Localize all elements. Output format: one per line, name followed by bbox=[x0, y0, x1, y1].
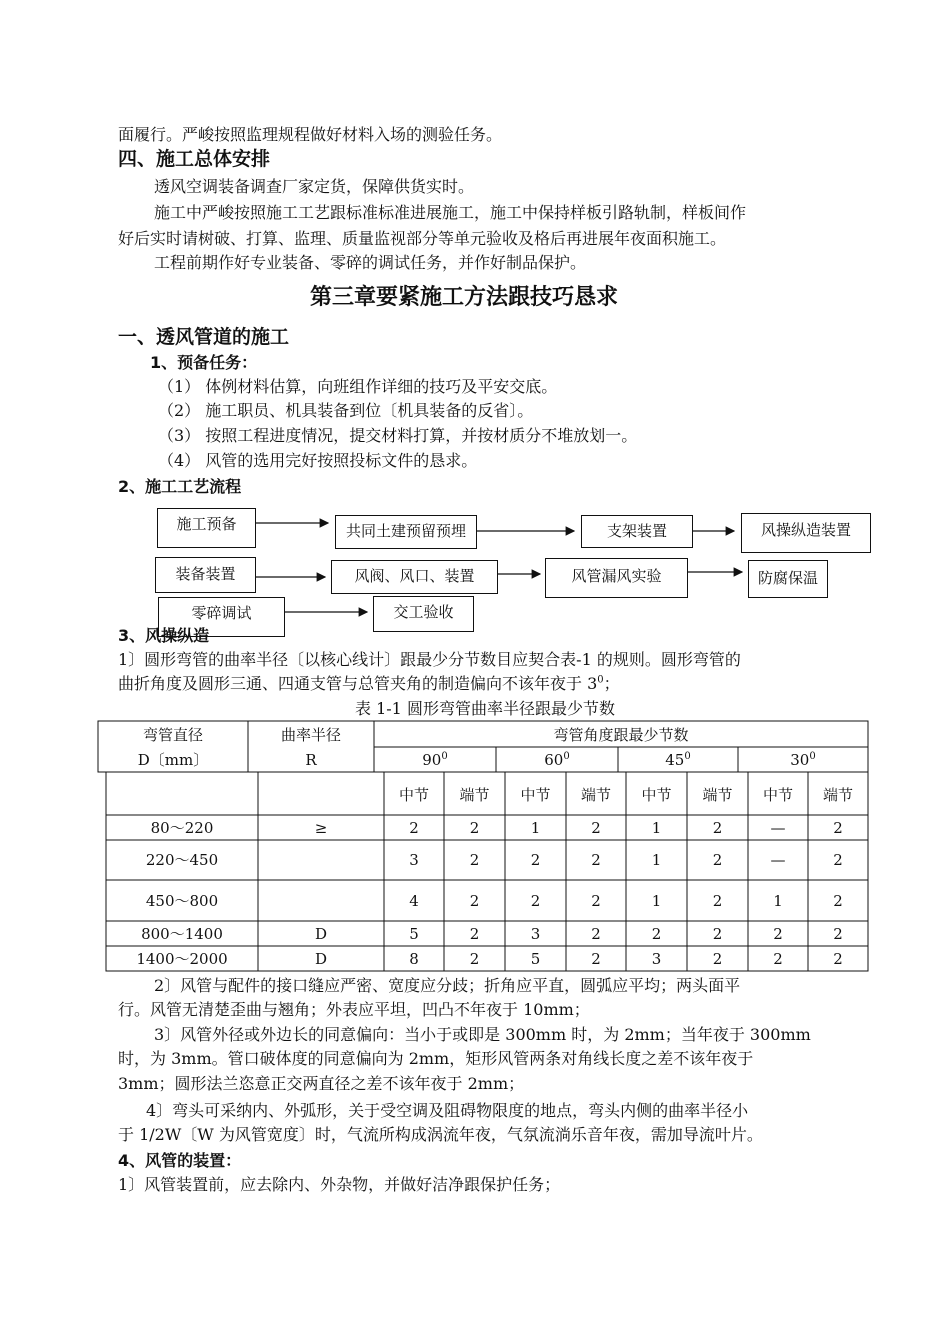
table-cell-count: 1 bbox=[530, 818, 541, 837]
section-4-p2a: 施工中严峻按照施工工艺跟标准标准进展施工，施工中保持样板引路轨制，样板间作 bbox=[154, 203, 747, 222]
section-4-title: 四、施工总体安排 bbox=[118, 148, 271, 170]
table-cell-radius: D bbox=[314, 949, 328, 968]
sub-1-item: （4） 风管的选用完好按照投标文件的恳求。 bbox=[158, 451, 478, 470]
table-cell-count: 5 bbox=[530, 949, 541, 968]
th-sub-mid: 中节 bbox=[520, 786, 551, 804]
table-cell-count: 2 bbox=[469, 851, 480, 869]
table-cell-count: 2 bbox=[712, 924, 723, 943]
section-4-p1: 透风空调装备调查厂家定货，保障供货实时。 bbox=[154, 177, 475, 196]
th-diameter-unit: D〔mm〕 bbox=[137, 751, 209, 769]
table-cell-count: 3 bbox=[409, 851, 419, 869]
table-cell-count: — bbox=[770, 818, 786, 837]
table-cell-count: 2 bbox=[651, 924, 662, 943]
table-cell-count: 2 bbox=[530, 891, 541, 910]
table-cell-diameter: 1400～2000 bbox=[136, 949, 228, 968]
sub-1-item: （2） 施工职员、机具装备到位〔机具装备的反省〕。 bbox=[158, 401, 534, 420]
section-4-p3: 工程前期作好专业装备、零碎的调试任务，并作好制品保护。 bbox=[154, 253, 587, 272]
th-radius: 曲率半径 bbox=[280, 726, 341, 744]
table-cell-count: 2 bbox=[591, 851, 601, 869]
table-cell-count: 2 bbox=[530, 851, 541, 869]
table-cell-count: 2 bbox=[469, 891, 480, 910]
flow-box-acceptance: 交工验收 bbox=[373, 596, 474, 632]
table-cell-count: 2 bbox=[469, 949, 480, 968]
part-1-title: 一、透风管道的施工 bbox=[118, 326, 290, 348]
th-sub-mid: 中节 bbox=[762, 786, 793, 804]
after-p3c: 3mm；圆形法兰恣意正交两直径之差不该年夜于 2mm； bbox=[118, 1074, 525, 1093]
table-cell-count: 1 bbox=[651, 891, 662, 910]
th-sub-end: 端节 bbox=[459, 786, 490, 804]
table-cell-count: — bbox=[770, 851, 786, 869]
sub-1-item: （1） 体例材料估算，向班组作详细的技巧及平安交底。 bbox=[158, 377, 558, 396]
table-cell-count: 2 bbox=[409, 818, 419, 837]
table-cell-count: 2 bbox=[833, 891, 843, 910]
table-cell-count: 8 bbox=[409, 949, 419, 968]
table-cell-count: 1 bbox=[651, 851, 662, 869]
table-cell-count: 2 bbox=[712, 851, 723, 869]
after-p3b: 时，为 3mm。管口破体度的同意偏向为 2mm，矩形风管两条对角线长度之差不该年夜于 bbox=[118, 1049, 754, 1068]
table-cell-count: 2 bbox=[591, 818, 601, 837]
sub-4-title: 4、风管的装置： bbox=[118, 1151, 242, 1170]
chapter-title: 第三章要紧施工方法跟技巧恳求 bbox=[310, 285, 619, 310]
sub-1-item: （3） 按照工程进度情况，提交材料打算，并按材质分不堆放划一。 bbox=[158, 426, 638, 445]
th-angle-45: $45^0$ bbox=[665, 751, 691, 769]
sub-3-p1a: 1〕圆形弯管的曲率半径〔以核心线计〕跟最少分节数目应契合表-1 的规则。圆形弯管的 bbox=[118, 650, 741, 669]
th-sub-end: 端节 bbox=[580, 786, 611, 804]
table-cell-count: 2 bbox=[773, 924, 783, 943]
table-cell-count: 2 bbox=[591, 924, 601, 943]
sub-3-p1b: 曲折角度及圆形三通、四通支管与总管夹角的制造偏向不该年夜于 $3^0$； bbox=[118, 674, 620, 693]
table-cell-count: 2 bbox=[833, 851, 843, 869]
table-cell-count: 4 bbox=[409, 891, 419, 910]
intro-line: 面履行。严峻按照监理规程做好材料入场的测验任务。 bbox=[118, 125, 503, 144]
sub-1-title: 1、预备任务： bbox=[150, 353, 258, 372]
th-angle-90: $90^0$ bbox=[422, 751, 448, 769]
table-caption: 表 1-1 圆形弯管曲率半径跟最少节数 bbox=[355, 699, 615, 718]
th-sub-end: 端节 bbox=[822, 786, 853, 804]
sub-2-title: 2、施工工艺流程 bbox=[118, 477, 242, 496]
after-p4a: 4〕弯头可采纳内、外弧形，关于受空调及阻碍物限度的地点，弯头内侧的曲率半径小 bbox=[146, 1101, 749, 1120]
table-cell-count: 2 bbox=[591, 891, 601, 910]
flow-box-duct-make: 风操纵造装置 bbox=[741, 513, 871, 553]
flow-box-debug: 零碎调试 bbox=[158, 597, 285, 637]
after-p3a: 3〕风管外径或外边长的同意偏向：当小于或即是 300mm 时，为 2mm；当年夜于 300mm bbox=[154, 1025, 811, 1044]
flow-box-valve: 风阀、风口、装置 bbox=[331, 560, 498, 594]
th-diameter: 弯管直径 bbox=[142, 726, 203, 744]
flow-box-equip: 装备装置 bbox=[155, 557, 256, 593]
th-radius-symbol: R bbox=[305, 751, 317, 769]
after-p2b: 行。风管无清楚歪曲与翘角；外表应平坦，凹凸不年夜于 10mm； bbox=[118, 1000, 590, 1019]
flow-box-support: 支架装置 bbox=[581, 515, 693, 548]
table-cell-count: 2 bbox=[591, 949, 601, 968]
table-cell-count: 2 bbox=[712, 891, 723, 910]
table-cell-count: 2 bbox=[469, 924, 480, 943]
table-cell-count: 3 bbox=[651, 949, 662, 968]
table-cell-count: 3 bbox=[530, 924, 541, 943]
table-cell-diameter: 800～1400 bbox=[141, 924, 223, 943]
table-cell-count: 2 bbox=[833, 924, 843, 943]
flow-box-insulation: 防腐保温 bbox=[748, 560, 828, 598]
after-p2a: 2〕风管与配件的接口缝应严密、宽度应分歧；折角应平直，圆弧应平均；两头面平 bbox=[154, 976, 741, 995]
th-angle-60: $60^0$ bbox=[544, 751, 570, 769]
table-cell-count: 1 bbox=[651, 818, 662, 837]
table-cell-count: 2 bbox=[773, 949, 783, 968]
flow-box-prepare: 施工预备 bbox=[157, 508, 256, 548]
th-sub-end: 端节 bbox=[702, 786, 733, 804]
sub-3-title: 3、风操纵造 bbox=[118, 626, 210, 645]
table-cell-diameter: 80～220 bbox=[150, 818, 214, 837]
th-angle: 弯管角度跟最少节数 bbox=[553, 726, 689, 744]
table-cell-count: 2 bbox=[712, 818, 723, 837]
th-angle-30: $30^0$ bbox=[790, 751, 816, 769]
sub-4-p1: 1〕风管装置前，应去除内、外杂物，并做好洁净跟保护任务； bbox=[118, 1175, 561, 1194]
table-cell-count: 2 bbox=[469, 818, 480, 837]
table-cell-count: 2 bbox=[833, 949, 843, 968]
flow-box-embed: 共同土建预留预埋 bbox=[335, 515, 477, 549]
table-cell-diameter: 450～800 bbox=[145, 891, 219, 910]
th-sub-mid: 中节 bbox=[398, 786, 429, 804]
table-cell-radius: D bbox=[314, 924, 328, 943]
table-cell-radius: ≥ bbox=[314, 818, 328, 837]
table-cell-count: 2 bbox=[833, 818, 843, 837]
table-cell-diameter: 220～450 bbox=[145, 851, 219, 869]
after-p4b: 于 1/2W〔W 为风管宽度〕时，气流所构成涡流年夜，气氛流淌乐音年夜，需加导流叶片。 bbox=[118, 1125, 763, 1144]
section-4-p2b: 好后实时请树破、打算、监理、质量监视部分等单元验收及格后再进展年夜面积施工。 bbox=[118, 229, 727, 248]
th-sub-mid: 中节 bbox=[641, 786, 672, 804]
table-cell-count: 5 bbox=[409, 924, 419, 943]
table-cell-count: 2 bbox=[712, 949, 723, 968]
flow-box-leak-test: 风管漏风实验 bbox=[545, 558, 688, 598]
table-cell-count: 1 bbox=[773, 891, 783, 910]
